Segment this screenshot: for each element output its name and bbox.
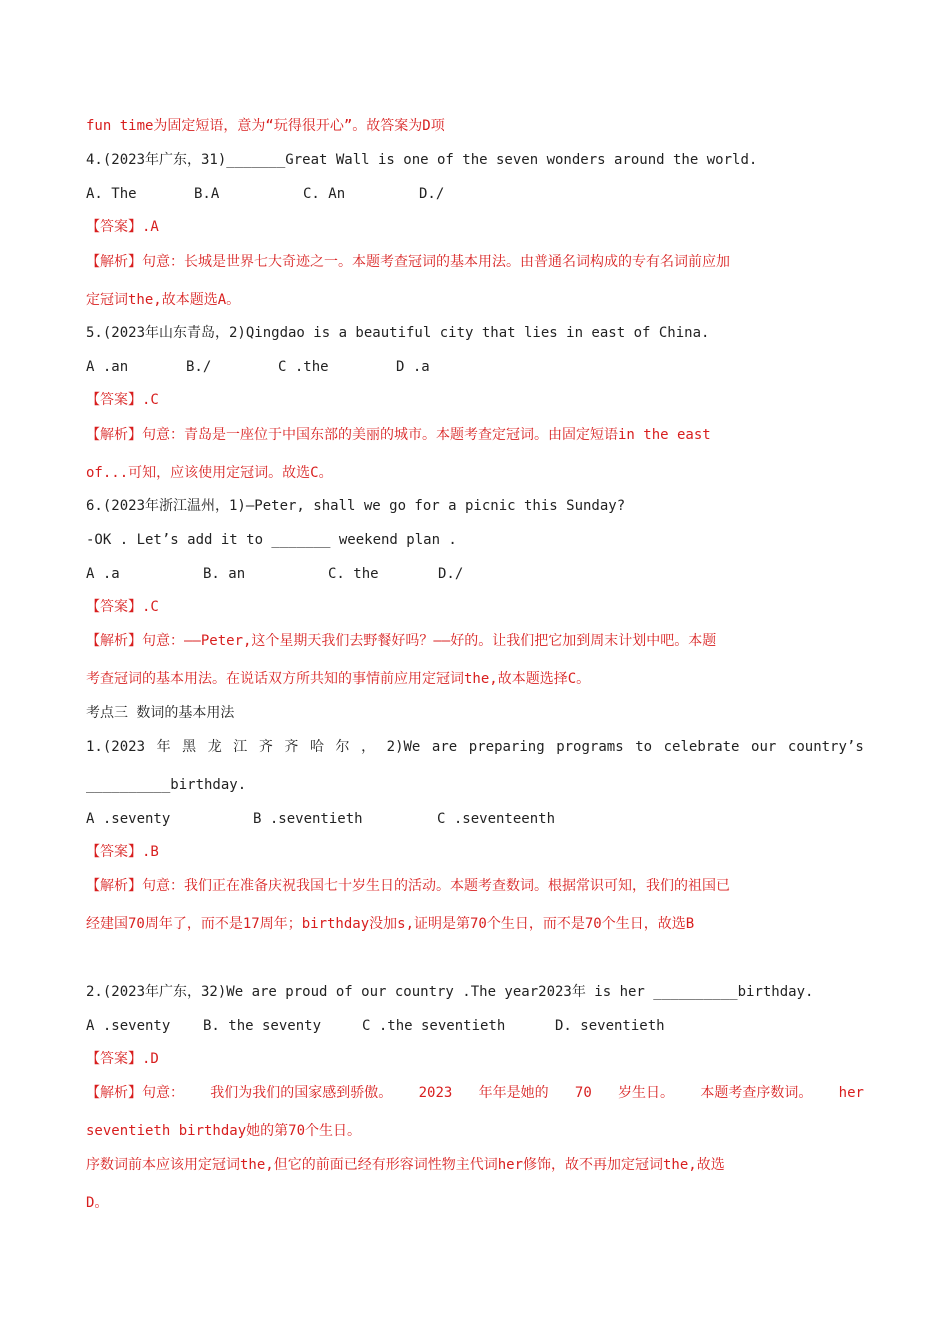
- explanation-line: 【解析】句意：青岛是一座位于中国东部的美丽的城市。本题考查定冠词。由固定短语in the east: [86, 427, 711, 443]
- explanation-line: 考查冠词的基本用法。在说话双方所共知的事情前应用定冠词the,故本题选择C。: [86, 671, 591, 687]
- question-6: 6.(2023年浙江温州，1)—Peter, shall we go for a picnic this Sunday?: [86, 498, 626, 514]
- explanation-line: 【解析】句意： 我们为我们的国家感到骄傲。 2023 年年是她的 70 岁生日。 本题考查序数词。 her: [86, 1085, 864, 1101]
- question-4: 4.(2023年广东，31)_______Great Wall is one of the seven wonders around the world.: [86, 152, 758, 168]
- section-heading: 考点三 数词的基本用法: [86, 705, 235, 721]
- option-b: B.A: [194, 186, 220, 202]
- question-4-options: [86, 184, 866, 204]
- option-a: A. The: [86, 186, 137, 202]
- option-b: B./: [186, 359, 212, 375]
- answer-line: 【答案】.A: [86, 219, 159, 235]
- explanation-line: fun time为固定短语，意为“玩得很开心”。故答案为D项: [86, 118, 445, 134]
- explanation-line: 经建国70周年了，而不是17周年；birthday没加s,证明是第70个生日，而不是70个生日，故选B: [86, 916, 695, 932]
- option-d: D. seventieth: [555, 1018, 665, 1034]
- explanation-line: 【解析】句意：我们正在准备庆祝我国七十岁生日的活动。本题考查数词。根据常识可知，我们的祖国已: [86, 878, 730, 894]
- explanation-line: 定冠词the,故本题选A。: [86, 292, 241, 308]
- option-c: C .the: [278, 359, 329, 375]
- answer-line: 【答案】.C: [86, 392, 159, 408]
- question-5: 5.(2023年山东青岛，2)Qingdao is a beautiful city that lies in east of China.: [86, 325, 710, 341]
- answer-line: 【答案】.C: [86, 599, 159, 615]
- answer-line: 【答案】.B: [86, 844, 159, 860]
- question-5-options: [86, 357, 866, 377]
- section3-question-2: 2.(2023年广东，32)We are proud of our country .The year2023年 is her __________birthday.: [86, 984, 814, 1000]
- explanation-line: 【解析】句意：长城是世界七大奇迹之一。本题考查冠词的基本用法。由普通名词构成的专有名词前应加: [86, 254, 730, 270]
- answer-line: 【答案】.D: [86, 1051, 159, 1067]
- section3-question-1: 1.(2023 年 黑 龙 江 齐 齐 哈 尔 ， 2)We are preparing programs to celebrate our country’s: [86, 739, 864, 755]
- option-d: D./: [438, 566, 464, 582]
- option-a: A .seventy: [86, 1018, 171, 1034]
- option-c: C .seventeenth: [437, 811, 556, 827]
- option-a: A .an: [86, 359, 129, 375]
- question-6-options: [86, 564, 866, 584]
- option-a: A .a: [86, 566, 120, 582]
- section3-question-2-options: [86, 1016, 866, 1036]
- explanation-line: of...可知，应该使用定冠词。故选C。: [86, 465, 333, 481]
- option-c: C. the: [328, 566, 379, 582]
- option-b: B. an: [203, 566, 246, 582]
- option-c: C .the seventieth: [362, 1018, 506, 1034]
- option-b: B. the seventy: [203, 1018, 322, 1034]
- explanation-line: 序数词前本应该用定冠词the,但它的前面已经有形容词性物主代词her修饰，故不再加定冠词the,故选: [86, 1157, 725, 1173]
- explanation-line: 【解析】句意：——Peter,这个星期天我们去野餐好吗？——好的。让我们把它加到周末计划中吧。本题: [86, 633, 717, 649]
- section3-question-1-blank: __________birthday.: [86, 777, 247, 793]
- option-d: D .a: [396, 359, 430, 375]
- explanation-line: seventieth birthday她的第70个生日。: [86, 1123, 362, 1139]
- section3-question-1-options: [86, 809, 866, 829]
- option-b: B .seventieth: [253, 811, 363, 827]
- explanation-line: D。: [86, 1195, 109, 1211]
- option-c: C. An: [303, 186, 346, 202]
- option-d: D./: [419, 186, 445, 202]
- question-6-dialogue: -OK . Let’s add it to _______ weekend plan .: [86, 532, 457, 548]
- option-a: A .seventy: [86, 811, 171, 827]
